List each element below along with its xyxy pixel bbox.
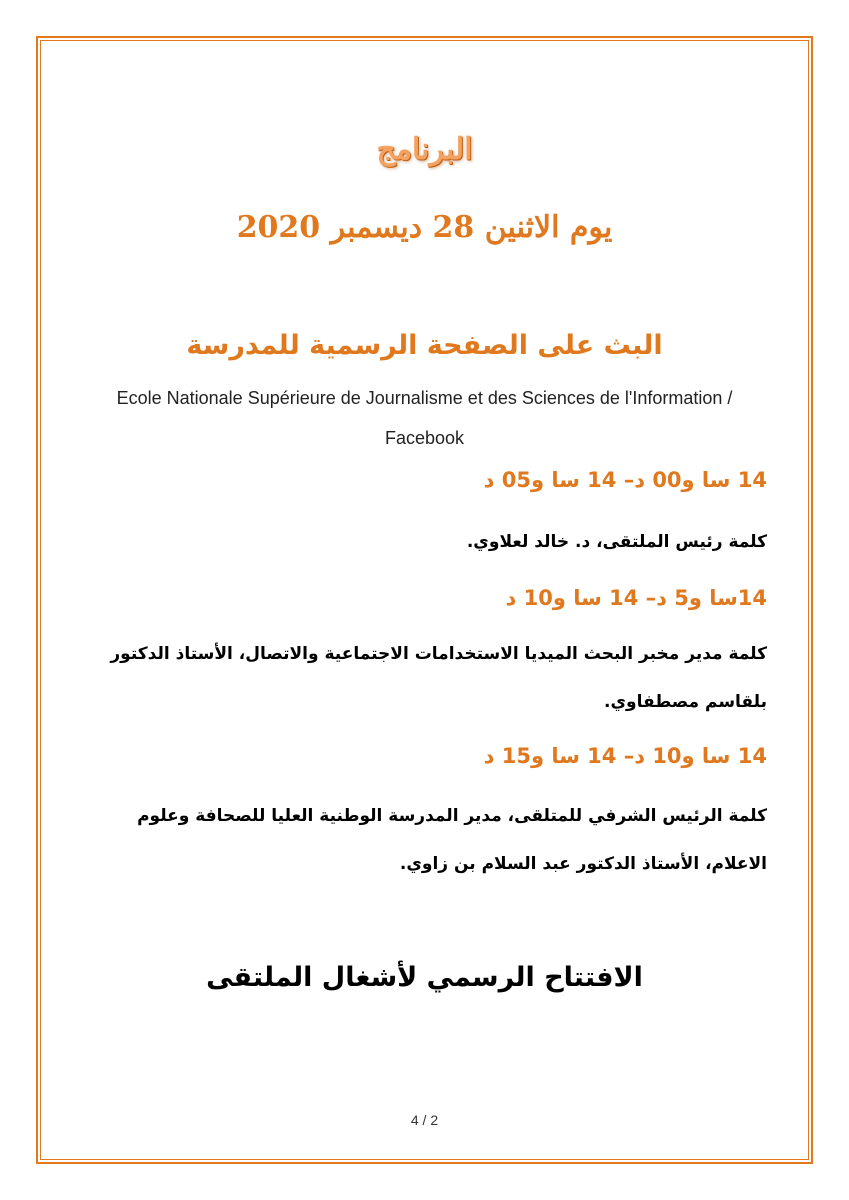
broadcast-platform-line: Facebook [384, 428, 465, 448]
time-slot-1: 14 سا و00 د– 14 سا و05 د [483, 468, 767, 492]
program-date: يوم الاثنين 28 ديسمبر 2020 [236, 210, 613, 245]
broadcast-heading: البث على الصفحة الرسمية للمدرسة [186, 330, 663, 361]
speech-item-1: كلمة رئيس الملتقى، د. خالد لعلاوي. [466, 532, 767, 552]
speech-item-3: كلمة الرئيس الشرفي للمتلقى، مدير المدرسة الوطنية العليا للصحافة وعلوم الاعلام، الأستاذ الدكتور عبد السلام بن زاوي. [137, 806, 767, 874]
page-number: 4 / 2 [410, 1112, 439, 1128]
speech-item-2: كلمة مدير مخبر البحث الميديا الاستخدامات الاجتماعية والاتصال، الأستاذ الدكتور بلقاسم مصطفاوي. [110, 644, 767, 712]
time-slot-2: 14سا و5 د– 14 سا و10 د [505, 586, 767, 610]
broadcast-source-line: Ecole Nationale Supérieure de Journalisme et des Sciences de l'Information / [116, 388, 733, 408]
closing-heading: الافتتاح الرسمي لأشغال الملتقى [206, 962, 643, 993]
time-slot-3: 14 سا و10 د– 14 سا و15 د [483, 744, 767, 768]
page-title: البرنامج [376, 132, 473, 167]
